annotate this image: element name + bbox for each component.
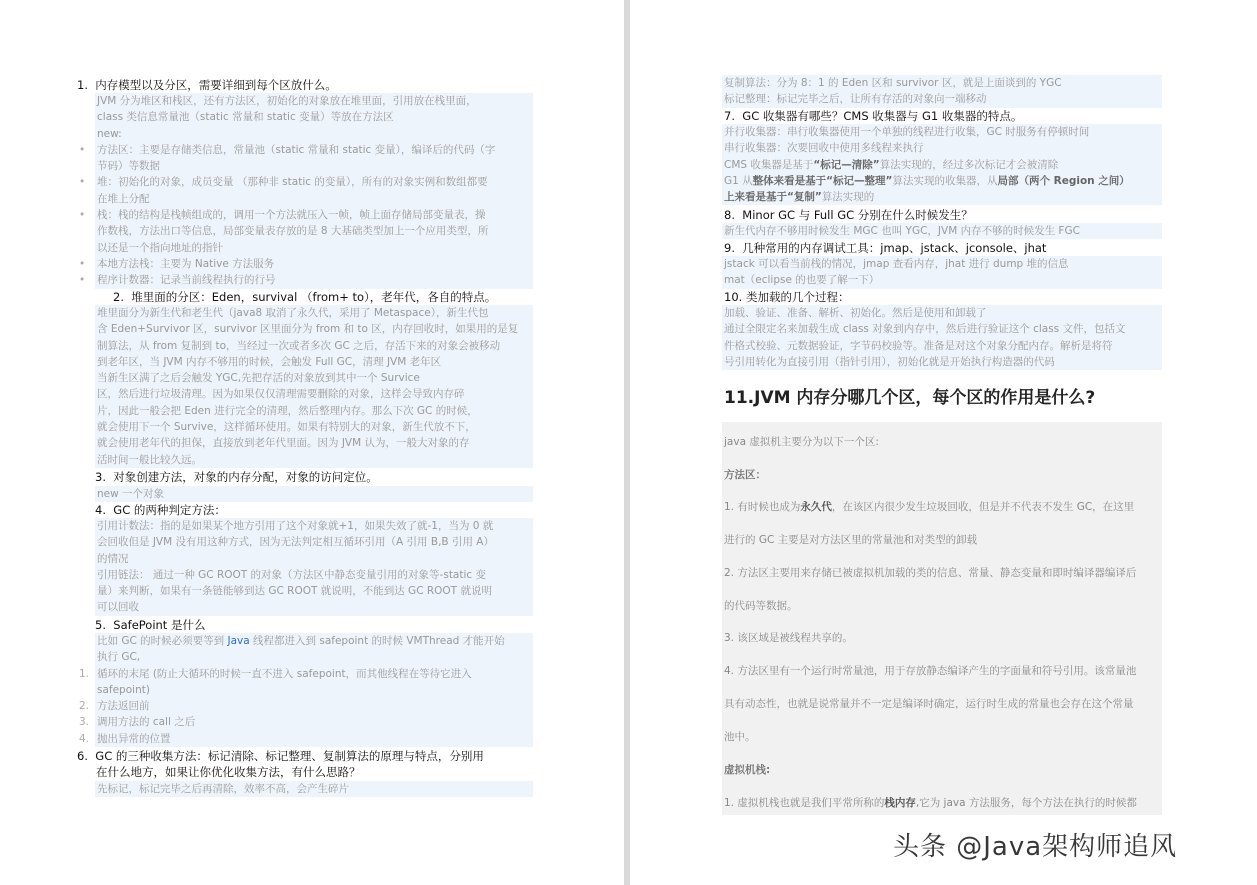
watermark: 头条 @Java架构师追风 xyxy=(893,832,1178,862)
question-2: 2. 堆里面的分区：Eden，survival （from+ to），老年代，各自的特点。 xyxy=(113,290,497,304)
section-heading-11: 11.JVM 内存分哪几个区，每个区的作用是什么? xyxy=(724,388,1096,408)
answer-11-panel: java 虚拟机主要分为以下一个区: 方法区： 1. 有时候也成为永久代，在该区内很少发生垃圾回收，但是并不代表不发生 GC，在这里 进行的 GC 主要是对方法区里的常量池和对类型的卸载 2. 方法区主要用来存储已被虚拟机加载的类的信息、常量、静态变量和即时编译器编译后 的代码等数据。 3. 该区域是被线程共享的。 4. 方法区里有一个运行时常量池，用于存放静态编译产生的字面量和符号引用。该常量池 具有动态性，也就是说常量并不一定是编译时确定，运行时生成的常量也会存在这个常量 池中。 虚拟机栈: 1. 虚拟机栈也就是我们平常所称的栈内存,它为 java 方法服务，每个方法在执行的时候都 xyxy=(722,422,1162,815)
answer-3-block: new 一个对象 xyxy=(95,486,533,502)
question-7: 7. GC 收集器有哪些？CMS 收集器与 G1 收集器的特点。 xyxy=(724,109,1023,123)
answer-4-block: 引用计数法：指的是如果某个地方引用了这个对象就+1，如果失效了就-1，当为 0 就 会回收但是 JVM 没有用这种方式，因为无法判定相互循环引用（A 引用 B,B 引用 A） 的情况 引用链法： 通过一种 GC ROOT 的对象（方法区中静态变量引用的对象等-static 变 量）来判断，如果有一条链能够到达 GC ROOT 就说明，不能到达 GC ROOT 就说明 可以回收 xyxy=(95,518,533,616)
question-6-line2: 在什么地方，如果让你优化收集方法，有什么思路？ xyxy=(96,765,361,779)
list-item: • 本地方法栈：主要为 Native 方法服务 xyxy=(79,257,275,270)
question-8: 8. Minor GC 与 Full GC 分别在什么时候发生？ xyxy=(724,208,973,222)
question-3: 3. 对象创建方法，对象的内存分配，对象的访问定位。 xyxy=(95,470,378,484)
answer-10-block: 加载、验证、准备、解析、初始化。然后是使用和卸载了 通过全限定名来加载生成 class 对象到内存中，然后进行验证这个 class 文件，包括文 件格式校验、元数据验证，字节码校验等。准备是对这个对象分配内存。解析是将符 号引用转化为直接引用（指针引用），初始化就是开始执行构造器的代码 xyxy=(722,305,1162,370)
answer-9-block: jstack 可以看当前栈的情况，jmap 查看内存，jhat 进行 dump 堆的信息 mat（eclipse 的也要了解一下） xyxy=(722,256,1162,289)
answer-6-block: 先标记，标记完毕之后再清除，效率不高，会产生碎片 xyxy=(95,781,533,797)
answer-5-block: 比如 GC 的时候必须要等到 Java 线程都进入到 safepoint 的时候 VMThread 才能开始 执行 GC, 1. 循环的末尾 (防止大循环的时候一直不进入 safepoint，而其他线程在等待它进入 safepoint) 2. 方法返回前 3. 调用方法的 call 之后 4. 抛出异常的位置 xyxy=(95,633,533,747)
list-item: • 堆：初始化的对象，成员变量 （那种非 static 的变量），所有的对象实例和数组都要 xyxy=(79,176,488,189)
list-item: • 程序计数器：记录当前线程执行的行号 xyxy=(79,274,276,287)
list-item: 4. 抛出异常的位置 xyxy=(79,732,171,745)
answer-7-block: 并行收集器：串行收集器使用一个单独的线程进行收集，GC 时服务有停顿时间 串行收集器：次要回收中使用多线程来执行 CMS 收集器是基于“标记—清除”算法实现的，经过多次标记才会被清除 G1 从整体来看是基于“标记—整理”算法实现的收集器，从局部（两个 Region 之间） 上来看是基于“复制”算法实现的 xyxy=(722,124,1162,205)
java-link[interactable]: Java xyxy=(227,635,250,647)
list-item: • 栈：栈的结构是栈帧组成的，调用一个方法就压入一帧，帧上面存储局部变量表，操 xyxy=(79,209,486,222)
question-4: 4. GC 的两种判定方法： xyxy=(95,503,226,517)
answer-6-continued-block: 复制算法：分为 8：1 的 Eden 区和 survivor 区，就是上面谈到的 YGC 标记整理：标记完毕之后，让所有存活的对象向一端移动 xyxy=(722,75,1162,108)
question-10: 10. 类加载的几个过程： xyxy=(724,290,850,304)
question-6: 6. GC 的三种收集方法：标记清除、标记整理、复制算法的原理与特点，分别用 xyxy=(77,749,484,763)
question-9: 9. 几种常用的内存调试工具：jmap、jstack、jconsole、jhat xyxy=(724,241,1047,255)
list-item: • 方法区：主要是存储类信息，常量池（static 常量和 static 变量），编译后的代码（字 xyxy=(79,143,496,156)
list-item: 3. 调用方法的 call 之后 xyxy=(79,716,196,729)
answer-1-block: JVM 分为堆区和栈区，还有方法区，初始化的对象放在堆里面，引用放在栈里面， class 类信息常量池（static 常量和 static 变量）等放在方法区 new: • 方法区：主要是存储类信息，常量池（static 常量和 static 变量），编译后的代码（字 节码）等数据 • 堆：初始化的对象，成员变量 （那种非 static 的变量），所有的对象实例和数组都要 在堆上分配 • 栈：栈的结构是栈帧组成的，调用一个方法就压入一帧，帧上面存储局部变量表，操 作数栈，方法出口等信息，局部变量表存放的是 8 大基础类型加上一个应用类型，所 以还是一个指向地址的指针 • 本地方法栈：主要为 Native 方法服务 • 程序计数器：记录当前线程执行的行号 xyxy=(95,93,533,289)
list-item: 2. 方法返回前 xyxy=(79,700,150,713)
question-1: 1. 内存模型以及分区，需要详细到每个区放什么。 xyxy=(77,78,337,92)
question-5: 5. SafePoint 是什么 xyxy=(95,618,206,632)
answer-2-block: 堆里面分为新生代和老生代（java8 取消了永久代，采用了 Metaspace），新生代包 含 Eden+Survivor 区，survivor 区里面分为 from 和 to 区，内存回收时，如果用的是复 制算法，从 from 复制到 to，当经过一次或者多次 GC 之后，存活下来的对象会被移动 到老年区，当 JVM 内存不够用的时候，会触发 Full GC，清理 JVM 老年区 当新生区满了之后会触发 YGC,先把存活的对象放到其中一个 Survice 区，然后进行垃圾清理。因为如果仅仅清理需要删除的对象，这样会导致内存碎 片，因此一般会把 Eden 进行完全的清理，然后整理内存。那么下次 GC 的时候， 就会使用下一个 Survive，这样循环使用。如果有特别大的对象，新生代放不下， 就会使用老年代的担保，直接放到老年代里面。因为 JVM 认为，一般大对象的存 活时间一般比较久远。 xyxy=(95,305,533,468)
answer-8-block: 新生代内存不够用时候发生 MGC 也叫 YGC，JVM 内存不够的时候发生 FGC xyxy=(722,223,1162,239)
list-item: 1. 循环的末尾 (防止大循环的时候一直不进入 safepoint，而其他线程在等待它进入 xyxy=(79,667,472,680)
